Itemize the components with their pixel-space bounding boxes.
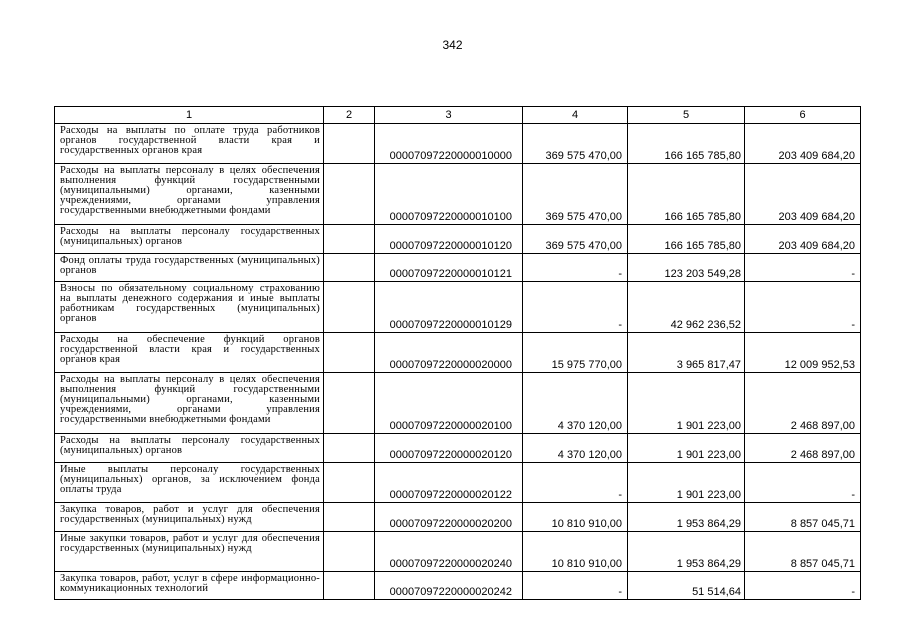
row-value-6: - — [745, 463, 861, 503]
header-cell: 1 — [55, 107, 324, 124]
row-value-5: 51 514,64 — [628, 572, 745, 600]
table-row — [55, 463, 861, 503]
row-code: 00007097220000010000 — [375, 124, 523, 164]
row-name: Расходы на выплаты по оплате труда работников органов государственной власти края и государственных органов края — [55, 124, 324, 164]
header-cell: 3 — [375, 107, 523, 124]
row-value-6: - — [745, 572, 861, 600]
row-code: 00007097220000010121 — [375, 254, 523, 282]
table-row — [55, 532, 861, 572]
row-value-6: 2 468 897,00 — [745, 434, 861, 463]
row-value-4: - — [523, 572, 628, 600]
row-value-5: 123 203 549,28 — [628, 254, 745, 282]
row-name: Фонд оплаты труда государственных (муниципальных) органов — [55, 254, 324, 282]
row-value-5: 1 901 223,00 — [628, 463, 745, 503]
row-code: 00007097220000020120 — [375, 434, 523, 463]
row-value-6: - — [745, 254, 861, 282]
row-name: Закупка товаров, работ и услуг для обеспечения государственных (муниципальных) нужд — [55, 503, 324, 532]
row-value-4: 369 575 470,00 — [523, 124, 628, 164]
row-code: 00007097220000020122 — [375, 463, 523, 503]
row-col2 — [324, 434, 375, 463]
header-cell: 6 — [745, 107, 861, 124]
row-name: Расходы на выплаты персоналу государственных (муниципальных) органов — [55, 225, 324, 254]
row-col2 — [324, 124, 375, 164]
table-row — [55, 124, 861, 164]
table-row — [55, 572, 861, 600]
page-number: 342 — [442, 38, 463, 52]
row-value-5: 166 165 785,80 — [628, 124, 745, 164]
row-col2 — [324, 282, 375, 333]
row-code: 00007097220000010129 — [375, 282, 523, 333]
row-name: Расходы на обеспечение функций органов государственной власти края и государственных органов края — [55, 333, 324, 373]
row-value-6: 12 009 952,53 — [745, 333, 861, 373]
row-value-4: - — [523, 254, 628, 282]
row-name: Расходы на выплаты персоналу в целях обеспечения выполнения функций государственными (муниципальными) органами, казенными учреждениями, органами управления государственными внебюджетными фондами — [55, 373, 324, 434]
row-value-6: 8 857 045,71 — [745, 503, 861, 532]
row-col2 — [324, 532, 375, 572]
row-value-6: 203 409 684,20 — [745, 124, 861, 164]
row-name: Закупка товаров, работ, услуг в сфере информационно-коммуникационных технологий — [55, 572, 324, 600]
row-value-5: 1 953 864,29 — [628, 532, 745, 572]
row-value-5: 1 901 223,00 — [628, 373, 745, 434]
row-col2 — [324, 254, 375, 282]
row-value-6: 2 468 897,00 — [745, 373, 861, 434]
row-col2 — [324, 503, 375, 532]
row-value-5: 166 165 785,80 — [628, 225, 745, 254]
row-value-4: 4 370 120,00 — [523, 434, 628, 463]
row-value-6: - — [745, 282, 861, 333]
table-row — [55, 225, 861, 254]
row-code: 00007097220000020000 — [375, 333, 523, 373]
row-value-4: - — [523, 463, 628, 503]
header-cell: 4 — [523, 107, 628, 124]
table-row — [55, 503, 861, 532]
header-cell: 5 — [628, 107, 745, 124]
row-value-4: 369 575 470,00 — [523, 164, 628, 225]
budget-table — [54, 106, 861, 600]
row-col2 — [324, 463, 375, 503]
header-cell: 2 — [324, 107, 375, 124]
row-name: Иные выплаты персоналу государственных (муниципальных) органов, за исключением фонда оплаты труда — [55, 463, 324, 503]
row-value-6: 203 409 684,20 — [745, 225, 861, 254]
table-row — [55, 282, 861, 333]
row-value-4: 369 575 470,00 — [523, 225, 628, 254]
row-value-5: 42 962 236,52 — [628, 282, 745, 333]
row-code: 00007097220000020240 — [375, 532, 523, 572]
row-name: Расходы на выплаты персоналу государственных (муниципальных) органов — [55, 434, 324, 463]
row-value-4: 10 810 910,00 — [523, 503, 628, 532]
row-value-5: 166 165 785,80 — [628, 164, 745, 225]
row-value-5: 1 901 223,00 — [628, 434, 745, 463]
row-col2 — [324, 572, 375, 600]
row-value-4: - — [523, 282, 628, 333]
row-code: 00007097220000020100 — [375, 373, 523, 434]
row-code: 00007097220000020200 — [375, 503, 523, 532]
row-col2 — [324, 225, 375, 254]
row-value-6: 8 857 045,71 — [745, 532, 861, 572]
row-code: 00007097220000020242 — [375, 572, 523, 600]
table-row — [55, 434, 861, 463]
row-value-5: 3 965 817,47 — [628, 333, 745, 373]
table-header-row — [55, 107, 861, 124]
table-row — [55, 254, 861, 282]
row-value-4: 15 975 770,00 — [523, 333, 628, 373]
row-value-5: 1 953 864,29 — [628, 503, 745, 532]
row-code: 00007097220000010120 — [375, 225, 523, 254]
row-col2 — [324, 373, 375, 434]
row-value-4: 4 370 120,00 — [523, 373, 628, 434]
row-value-4: 10 810 910,00 — [523, 532, 628, 572]
row-value-6: 203 409 684,20 — [745, 164, 861, 225]
row-name: Иные закупки товаров, работ и услуг для обеспечения государственных (муниципальных) нужд — [55, 532, 324, 572]
table-row — [55, 373, 861, 434]
table-row — [55, 333, 861, 373]
row-code: 00007097220000010100 — [375, 164, 523, 225]
row-col2 — [324, 164, 375, 225]
row-col2 — [324, 333, 375, 373]
row-name: Взносы по обязательному социальному страхованию на выплаты денежного содержания и иные выплаты работникам государственных (муниципальных) органов — [55, 282, 324, 333]
row-name: Расходы на выплаты персоналу в целях обеспечения выполнения функций государственными (муниципальными) органами, казенными учреждениями, органами управления государственными внебюджетными фондами — [55, 164, 324, 225]
table-row — [55, 164, 861, 225]
